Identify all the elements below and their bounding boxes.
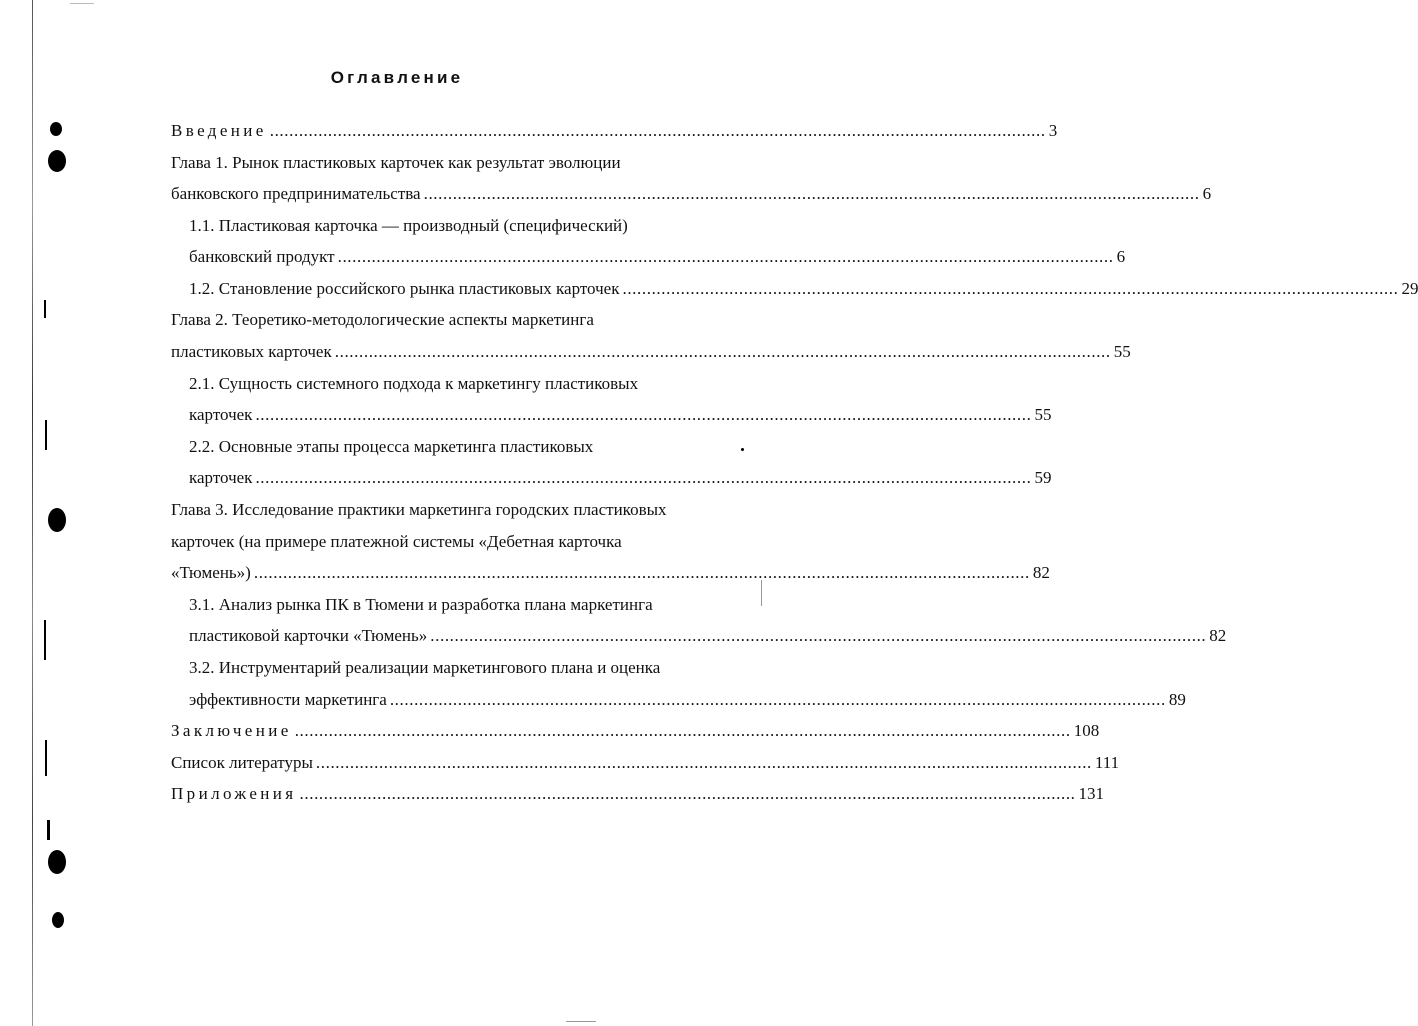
toc-entry-title: карточек (189, 405, 253, 424)
toc-entry-page: 59 (1034, 468, 1052, 487)
scan-mark-bottom (566, 1021, 596, 1022)
toc-entry (189, 214, 628, 238)
toc-entry (171, 561, 1050, 585)
punch-hole (52, 912, 64, 928)
toc-entry (171, 782, 1105, 806)
toc-entry (171, 340, 1131, 364)
toc-entry-title: пластиковой карточки «Тюмень» (189, 626, 428, 645)
toc-entry-title: банковский продукт (189, 247, 335, 266)
toc-entry-page: 6 (1116, 247, 1126, 266)
scan-speck (45, 740, 47, 776)
toc-entry (171, 151, 621, 175)
toc-entry-title: Заключение (171, 721, 292, 740)
toc-entry-title: 3.2. Инструментарий реализации маркетингового плана и оценка (189, 658, 661, 677)
toc-entry (171, 182, 1212, 206)
toc-entry (189, 403, 1052, 427)
toc-entry-title: «Тюмень») (171, 563, 251, 582)
toc-entry (171, 119, 1058, 143)
toc-entry (189, 593, 653, 617)
toc-entry-page: 55 (1034, 405, 1052, 424)
scan-edge-line (32, 0, 33, 1026)
toc-entry (189, 277, 1418, 301)
toc-leader-dots: ................................................................................................................................................................ (423, 184, 1200, 203)
toc-entry-title: банковского предпринимательства (171, 184, 421, 203)
toc-leader-dots: ................................................................................................................................................................ (430, 626, 1207, 645)
toc-entry (189, 466, 1052, 490)
toc-leader-dots: ................................................................................................................................................................ (389, 690, 1166, 709)
toc-entry-title: Введение (171, 121, 267, 140)
toc-entry-page: 131 (1078, 784, 1105, 803)
toc-entry-title: 1.1. Пластиковая карточка — производный (специфический) (189, 216, 628, 235)
toc-entry (189, 435, 593, 459)
toc-leader-dots: ................................................................................................................................................................ (255, 468, 1032, 487)
toc-entry-page: 55 (1113, 342, 1131, 361)
toc-leader-dots: ................................................................................................................................................................ (334, 342, 1111, 361)
scan-speck (47, 820, 50, 840)
toc-entry (189, 656, 660, 680)
toc-entry-title: эффективности маркетинга (189, 690, 387, 709)
toc-leader-dots: ................................................................................................................................................................ (337, 247, 1114, 266)
toc-entry (171, 751, 1120, 775)
scan-speck (44, 620, 46, 660)
toc-entry-page: 29 (1401, 279, 1418, 298)
scan-speck (45, 420, 47, 450)
toc-leader-dots: ................................................................................................................................................................ (622, 279, 1399, 298)
toc-entry-page: 3 (1048, 121, 1058, 140)
toc-leader-dots: ................................................................................................................................................................ (294, 721, 1071, 740)
scan-speck (741, 448, 744, 451)
toc-entry (171, 308, 594, 332)
toc-entry-title: 2.1. Сущность системного подхода к маркетингу пластиковых (189, 374, 639, 393)
toc-entry-title: Приложения (171, 784, 297, 803)
toc-entry-title: карточек (189, 468, 253, 487)
punch-hole (48, 508, 66, 532)
toc-entry-title: карточек (на примере платежной системы «Дебетная карточка (171, 532, 622, 551)
toc-entry-page: 89 (1168, 690, 1186, 709)
toc-entry-title: Список литературы (171, 753, 313, 772)
toc-entry-page: 108 (1073, 721, 1100, 740)
toc-leader-dots: ................................................................................................................................................................ (269, 121, 1046, 140)
toc-entry (171, 530, 622, 554)
toc-entry-title: 3.1. Анализ рынка ПК в Тюмени и разработка плана маркетинга (189, 595, 653, 614)
toc-leader-dots: ................................................................................................................................................................ (299, 784, 1076, 803)
toc-entry-title: 1.2. Становление российского рынка пластиковых карточек (189, 279, 620, 298)
scan-mark-top (70, 3, 94, 4)
toc-entry-page: 82 (1032, 563, 1050, 582)
toc-entry (171, 498, 667, 522)
toc-entry-page: 82 (1209, 626, 1227, 645)
toc-entry-page: 6 (1202, 184, 1212, 203)
toc-entry-title: пластиковых карточек (171, 342, 332, 361)
toc-entry (189, 624, 1227, 648)
toc-entry-title: Глава 3. Исследование практики маркетинга городских пластиковых (171, 500, 667, 519)
toc-entry (171, 719, 1100, 743)
scan-edge-artifact (28, 0, 38, 1026)
toc-leader-dots: ................................................................................................................................................................ (315, 753, 1092, 772)
punch-hole (48, 850, 66, 874)
toc-entry (189, 245, 1126, 269)
toc-leader-dots: ................................................................................................................................................................ (255, 405, 1032, 424)
page-title: Оглавление (330, 68, 464, 87)
toc-entry-title: Глава 2. Теоретико-методологические аспекты маркетинга (171, 310, 594, 329)
toc-leader-dots: ................................................................................................................................................................ (253, 563, 1030, 582)
scan-speck (44, 300, 46, 318)
toc-entry (189, 688, 1186, 712)
punch-hole (48, 150, 66, 172)
toc-entry-page: 111 (1094, 753, 1120, 772)
toc-entry-title: 2.2. Основные этапы процесса маркетинга пластиковых (189, 437, 594, 456)
toc-entry-title: Глава 1. Рынок пластиковых карточек как результат эволюции (171, 153, 621, 172)
punch-hole (50, 122, 62, 136)
toc-entry (189, 372, 638, 396)
